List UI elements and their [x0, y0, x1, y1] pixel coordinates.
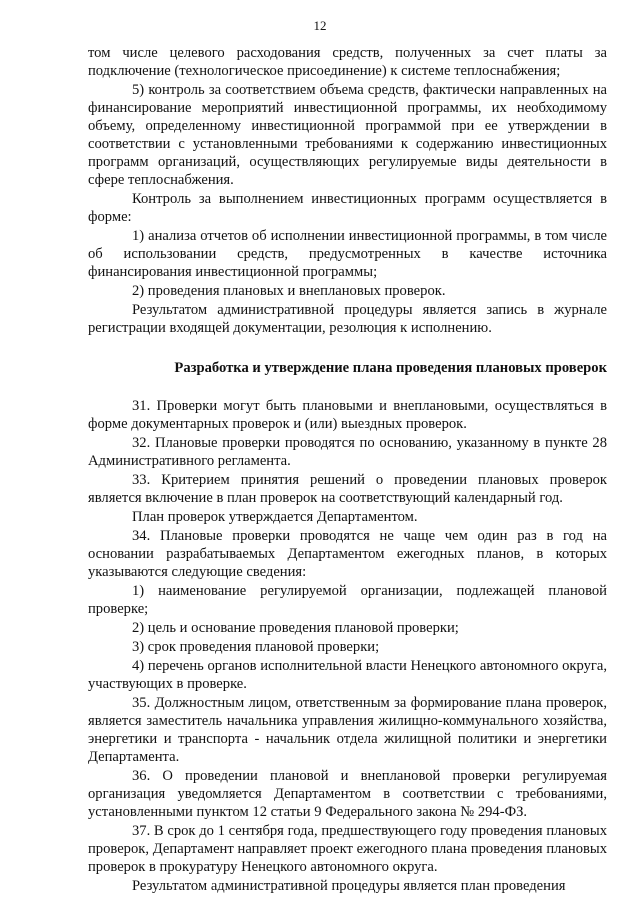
- paragraph: 2) проведения плановых и внеплановых проверок.: [132, 283, 446, 299]
- document-body: [88, 44, 607, 895]
- list-item: 1) наименование регулируемой организации, подлежащей плановой проверке;: [88, 583, 607, 617]
- paragraph: 33. Критерием принятия решений о проведении плановых проверок является включение в план проверок на соответствующий календарный год.: [88, 472, 607, 506]
- paragraph: 36. О проведении плановой и внеплановой проверки регулируемая организация уведомляется Департаментом в соответствии с требованиями, установленными пунктом 12 статьи 9 Федерального закона № 294-ФЗ.: [88, 768, 607, 820]
- paragraph: 5) контроль за соответствием объема средств, фактически направленных на финансирование мероприятий инвестиционной программы, их необходимому объему, определенному инвестиционной программой при ее утверждении в соответствии с установленными требованиями к содержанию инвестиционных программ организаций, осуществляющих регулируемые виды деятельности в сфере теплоснабжения.: [88, 82, 607, 188]
- list-item: 3) срок проведения плановой проверки;: [132, 639, 380, 655]
- paragraph: Результатом административной процедуры является запись в журнале регистрации входящей документации, резолюция к исполнению.: [88, 302, 607, 336]
- paragraph: 1) анализа отчетов об исполнении инвестиционной программы, в том числе об использовании средств, предусмотренных в качестве источника финансирования инвестиционной программы;: [88, 228, 607, 280]
- paragraph: Контроль за выполнением инвестиционных программ осуществляется в форме:: [88, 191, 607, 225]
- paragraph: 34. Плановые проверки проводятся не чаще чем один раз в год на основании разрабатываемых Департаментом ежегодных планов, в которых указываются следующие сведения:: [88, 528, 607, 580]
- paragraph: 37. В срок до 1 сентября года, предшествующего году проведения плановых проверок, Департамент направляет проект ежегодного плана проведения плановых проверок в прокуратуру Ненецкого автономного округа.: [88, 823, 607, 875]
- section-heading: Разработка и утверждение плана проведения плановых проверок: [174, 360, 607, 376]
- paragraph: том числе целевого расходования средств, полученных за счет платы за подключение (технологическое присоединение) к системе теплоснабжения;: [88, 45, 607, 79]
- paragraph: Результатом административной процедуры является план проведения: [132, 878, 566, 894]
- paragraph: 32. Плановые проверки проводятся по основанию, указанному в пункте 28 Административного регламента.: [88, 435, 607, 469]
- paragraph: 31. Проверки могут быть плановыми и внеплановыми, осуществляться в форме документарных проверок и (или) выездных проверок.: [88, 398, 607, 432]
- paragraph: 35. Должностным лицом, ответственным за формирование плана проверок, является заместитель начальника управления жилищно-коммунального хозяйства, энергетики и транспорта - начальник отдела жилищной политики и энергетики Департамента.: [88, 695, 607, 765]
- list-item: 2) цель и основание проведения плановой проверки;: [132, 620, 459, 636]
- paragraph: План проверок утверждается Департаментом.: [132, 509, 418, 525]
- list-item: 4) перечень органов исполнительной власти Ненецкого автономного округа, участвующих в проверке.: [88, 658, 607, 692]
- page-number: 12: [313, 18, 327, 33]
